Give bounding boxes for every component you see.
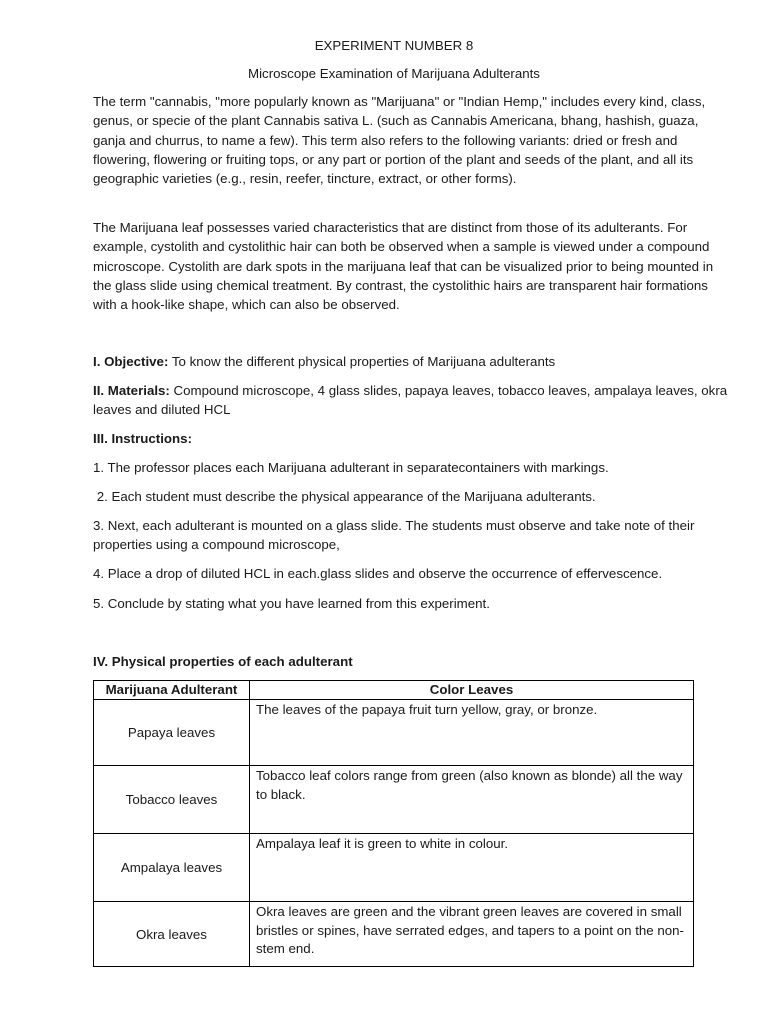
adulterant-name: Ampalaya leaves (94, 834, 250, 902)
instruction-step: 4. Place a drop of diluted HCL in each.glass slides and observe the occurrence of effervescence. (93, 566, 663, 581)
document-title: Microscope Examination of Marijuana Adulterants (248, 66, 540, 81)
column-header-adulterant: Marijuana Adulterant (94, 681, 250, 700)
adulterant-name: Tobacco leaves (94, 766, 250, 834)
experiment-heading: EXPERIMENT NUMBER 8 (314, 38, 474, 53)
adulterant-description: Tobacco leaf colors range from green (also known as blonde) all the way to black. (250, 766, 694, 834)
instructions-heading: III. Instructions: (93, 431, 192, 446)
instruction-step: 3. Next, each adulterant is mounted on a glass slide. The students must observe and take note of their properties using a compound microscope, (93, 518, 695, 553)
materials-text: Compound microscope, 4 glass slides, papaya leaves, tobacco leaves, ampalaya leaves, okra leaves and diluted HCL (93, 383, 728, 418)
intro-paragraph-2: The Marijuana leaf possesses varied characteristics that are distinct from those of its adulterants. For example, cystolith and cystolithic hair can both be observed when a sample is viewed under a compound microscope. Cystolith are dark spots in the marijuana leaf that can be visualized prior to being mounted in the glass slide using chemical treatment. By contrast, the cystolithic hairs are transparent hair formations with a hook-like shape, which can also be observed. (93, 220, 714, 313)
table-header-row (94, 681, 694, 700)
instruction-step: 2. Each student must describe the physical appearance of the Marijuana adulterants. (93, 489, 596, 504)
instruction-step: 5. Conclude by stating what you have learned from this experiment. (93, 596, 490, 611)
table-row (94, 902, 694, 967)
adulterant-description: Okra leaves are green and the vibrant green leaves are covered in small bristles or spines, have serrated edges, and tapers to a point on the non-stem end. (250, 902, 694, 967)
adulterant-description: Ampalaya leaf it is green to white in colour. (250, 834, 694, 902)
objective-label: I. Objective: (93, 354, 169, 369)
materials-line (93, 381, 733, 420)
instruction-step: 1. The professor places each Marijuana adulterant in separatecontainers with markings. (93, 460, 609, 475)
adulterant-name: Papaya leaves (94, 700, 250, 766)
objective-line (93, 352, 733, 371)
table-row (94, 766, 694, 834)
adulterant-name: Okra leaves (94, 902, 250, 967)
column-header-color-leaves: Color Leaves (250, 681, 694, 700)
intro-paragraph-1: The term "cannabis, "more popularly known as "Marijuana" or "Indian Hemp," includes every kind, class, genus, or specie of the plant Cannabis sativa L. (such as Cannabis Americana, bhang, hashish, guaza, ganja and churrus, to name a few). This term also refers to the following variants: dried or fresh and flowering, flowering or fruiting tops, or any part or portion of the plant and seeds of the plant, and all its geographic varieties (e.g., resin, reefer, tincture, extract, or other forms). (93, 94, 706, 187)
adulterant-description: The leaves of the papaya fruit turn yellow, gray, or bronze. (250, 700, 694, 766)
adulterant-properties-table (93, 680, 694, 967)
table-row (94, 700, 694, 766)
table-row (94, 834, 694, 902)
section-4-heading: IV. Physical properties of each adulterant (93, 654, 353, 669)
objective-text: To know the different physical properties of Marijuana adulterants (168, 354, 556, 369)
materials-label: II. Materials: (93, 383, 170, 398)
